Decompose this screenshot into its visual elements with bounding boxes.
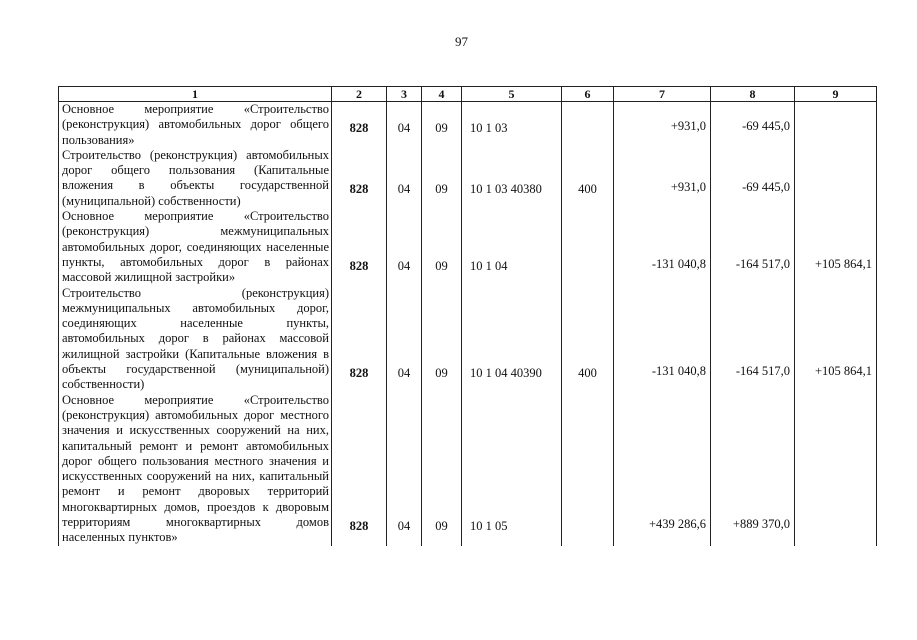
expense-type	[562, 209, 614, 285]
amount-col7: +931,0	[614, 148, 711, 209]
row-name: Строительство (реконструкция) автомобильных дорог общего пользования (Капитальные вложения в объекты государственной (муниципальной) собственности)	[59, 148, 332, 209]
amount-col8: -69 445,0	[711, 148, 795, 209]
amount-col7: -131 040,8	[614, 209, 711, 285]
amount-col7: +439 286,6	[614, 393, 711, 546]
expense-type: 400	[562, 286, 614, 393]
row-name: Основное мероприятие «Строительство (реконструкция) автомобильных дорог общего пользования»	[59, 102, 332, 148]
section-code: 04	[387, 102, 422, 148]
amount-col9	[795, 148, 877, 209]
row-name: Строительство (реконструкция) межмуниципальных автомобильных дорог, соединяющих населенные пункты, автомобильных дорог в районах массовой жилищной застройки (Капитальные вложения в объекты государственной (муниципальной) собственности)	[59, 286, 332, 393]
target-article: 10 1 04	[462, 209, 562, 285]
header-row	[59, 87, 877, 102]
budget-table	[58, 86, 877, 546]
admin-code: 828	[332, 209, 387, 285]
subsection-code: 09	[422, 209, 462, 285]
admin-code: 828	[332, 148, 387, 209]
amount-col8: -164 517,0	[711, 209, 795, 285]
amount-col9	[795, 393, 877, 546]
amount-col9	[795, 102, 877, 148]
row-name: Основное мероприятие «Строительство (реконструкция) автомобильных дорог местного значения и искусственных сооружений на них, капитальный ремонт и ремонт автомобильных дорог общего пользования местного значения и искусственных сооружений на них, капитальный ремонт и ремонт дворовых территорий многоквартирных домов, проездов к дворовым территориям многоквартирных домов населенных пунктов»	[59, 393, 332, 546]
amount-col7: -131 040,8	[614, 286, 711, 393]
amount-col7: +931,0	[614, 102, 711, 148]
subsection-code: 09	[422, 393, 462, 546]
section-code: 04	[387, 209, 422, 285]
subsection-code: 09	[422, 148, 462, 209]
expense-type: 400	[562, 148, 614, 209]
section-code: 04	[387, 148, 422, 209]
amount-col8: -164 517,0	[711, 286, 795, 393]
column-header-4: 4	[422, 87, 462, 102]
section-code: 04	[387, 286, 422, 393]
target-article: 10 1 05	[462, 393, 562, 546]
amount-col9: +105 864,1	[795, 286, 877, 393]
admin-code: 828	[332, 286, 387, 393]
page-number: 97	[455, 34, 468, 49]
column-header-7: 7	[614, 87, 711, 102]
column-header-3: 3	[387, 87, 422, 102]
column-header-9: 9	[795, 87, 877, 102]
table-row	[59, 102, 877, 148]
column-header-8: 8	[711, 87, 795, 102]
table-row	[59, 209, 877, 285]
target-article: 10 1 03 40380	[462, 148, 562, 209]
subsection-code: 09	[422, 286, 462, 393]
column-header-5: 5	[462, 87, 562, 102]
amount-col8: -69 445,0	[711, 102, 795, 148]
expense-type	[562, 393, 614, 546]
admin-code: 828	[332, 393, 387, 546]
row-name: Основное мероприятие «Строительство (реконструкция) межмуниципальных автомобильных дорог, соединяющих населенные пункты, автомобильных дорог в районах массовой жилищной застройки»	[59, 209, 332, 285]
table-row	[59, 393, 877, 546]
column-header-2: 2	[332, 87, 387, 102]
column-header-1: 1	[59, 87, 332, 102]
admin-code: 828	[332, 102, 387, 148]
column-header-6: 6	[562, 87, 614, 102]
amount-col8: +889 370,0	[711, 393, 795, 546]
target-article: 10 1 04 40390	[462, 286, 562, 393]
table-row	[59, 148, 877, 209]
target-article: 10 1 03	[462, 102, 562, 148]
section-code: 04	[387, 393, 422, 546]
expense-type	[562, 102, 614, 148]
amount-col9: +105 864,1	[795, 209, 877, 285]
table-row	[59, 286, 877, 393]
subsection-code: 09	[422, 102, 462, 148]
